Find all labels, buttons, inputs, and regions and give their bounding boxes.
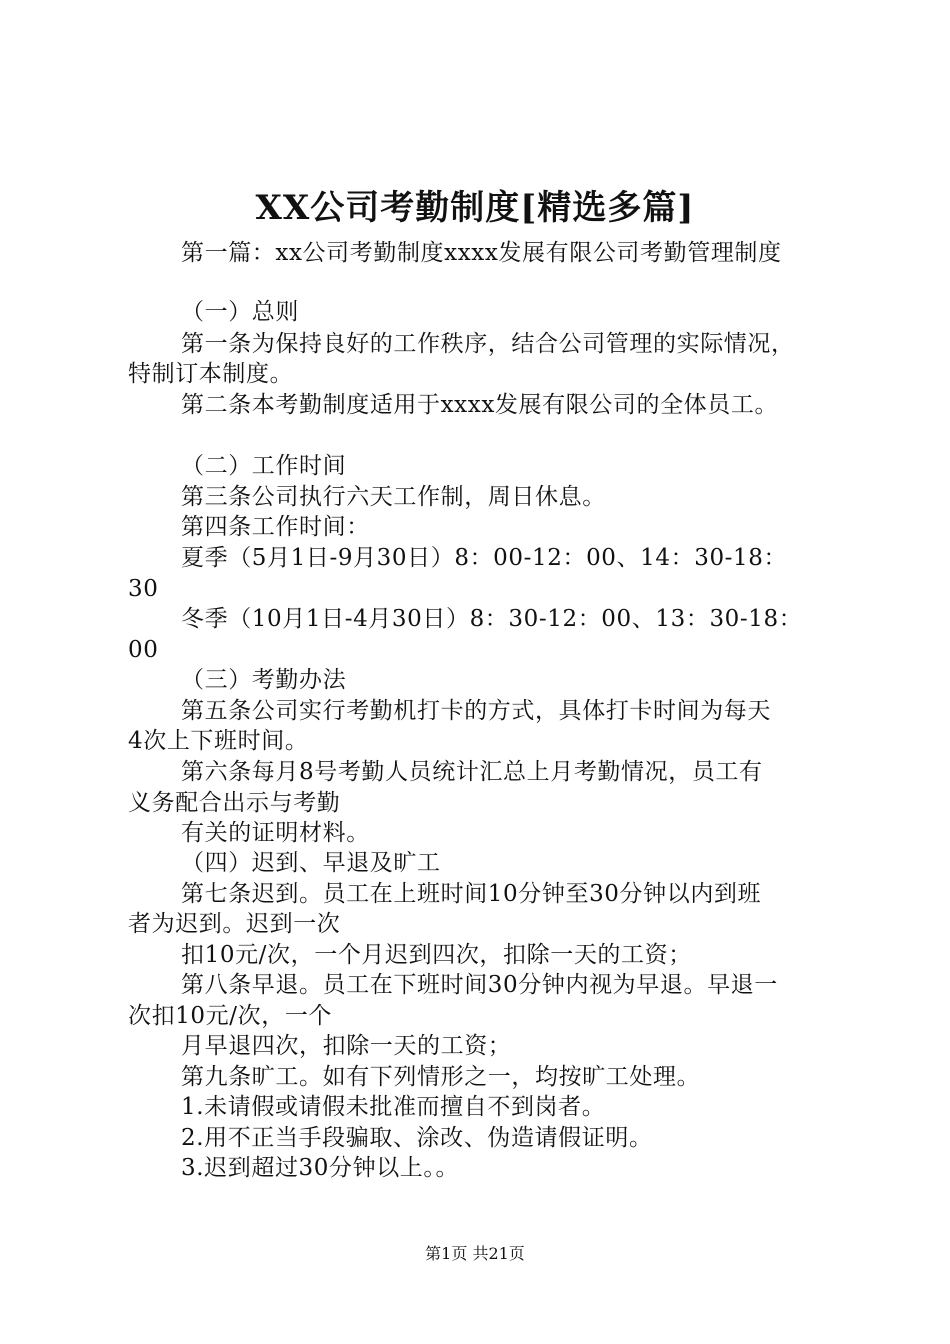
paragraph-line: 00 [128,637,159,663]
paragraph-line: 第二条本考勤制度适用于xxxx发展有限公司的全体员工。 [181,392,779,418]
chapter-heading: 第一篇：xx公司考勤制度xxxx发展有限公司考勤管理制度 [181,240,782,266]
paragraph-line: 第三条公司执行六天工作制，周日休息。 [181,484,606,510]
paragraph-line: 月早退四次，扣除一天的工资； [181,1033,512,1059]
paragraph-line: 第一条为保持良好的工作秩序，结合公司管理的实际情况， [181,331,795,357]
paragraph-line: 有关的证明材料。 [181,820,370,846]
paragraph-line: 30 [128,576,159,602]
paragraph-line: 义务配合出示与考勤 [128,790,341,816]
paragraph-line: 第五条公司实行考勤机打卡的方式，具体打卡时间为每天 [181,698,771,724]
paragraph-line: 夏季（5月1日-9月30日）8：00-12：00、14：30-18： [181,545,788,571]
paragraph-line: 冬季（10月1日-4月30日）8：30-12：00、13：30-18： [181,606,803,632]
section-heading: （一）总则 [181,299,299,325]
section-heading: （三）考勤办法 [181,667,347,693]
list-item: 3.迟到超过30分钟以上。。 [181,1155,460,1181]
paragraph-line: 第四条工作时间： [181,514,370,540]
paragraph-line: 4次上下班时间。 [128,728,309,754]
paragraph-line: 者为迟到。迟到一次 [128,911,341,937]
paragraph-line: 扣10元/次，一个月迟到四次，扣除一天的工资； [181,942,692,968]
list-item: 1.未请假或请假未批准而擅自不到岗者。 [181,1094,606,1120]
paragraph-line: 第八条早退。员工在下班时间30分钟内视为早退。早退一 [181,972,778,998]
document-title: XX公司考勤制度[精选多篇] [255,188,695,228]
section-heading: （四）迟到、早退及旷工 [181,850,441,876]
page-footer: 第1页 共21页 [425,1244,525,1263]
section-heading: （二）工作时间 [181,453,347,479]
paragraph-line: 第六条每月8号考勤人员统计汇总上月考勤情况，员工有 [181,759,763,785]
paragraph-line: 第九条旷工。如有下列情形之一，均按旷工处理。 [181,1064,701,1090]
list-item: 2.用不正当手段骗取、涂改、伪造请假证明。 [181,1125,653,1151]
paragraph-line: 第七条迟到。员工在上班时间10分钟至30分钟以内到班 [181,881,762,907]
paragraph-line: 特制订本制度。 [128,361,294,387]
paragraph-line: 次扣10元/次，一个 [128,1003,333,1029]
